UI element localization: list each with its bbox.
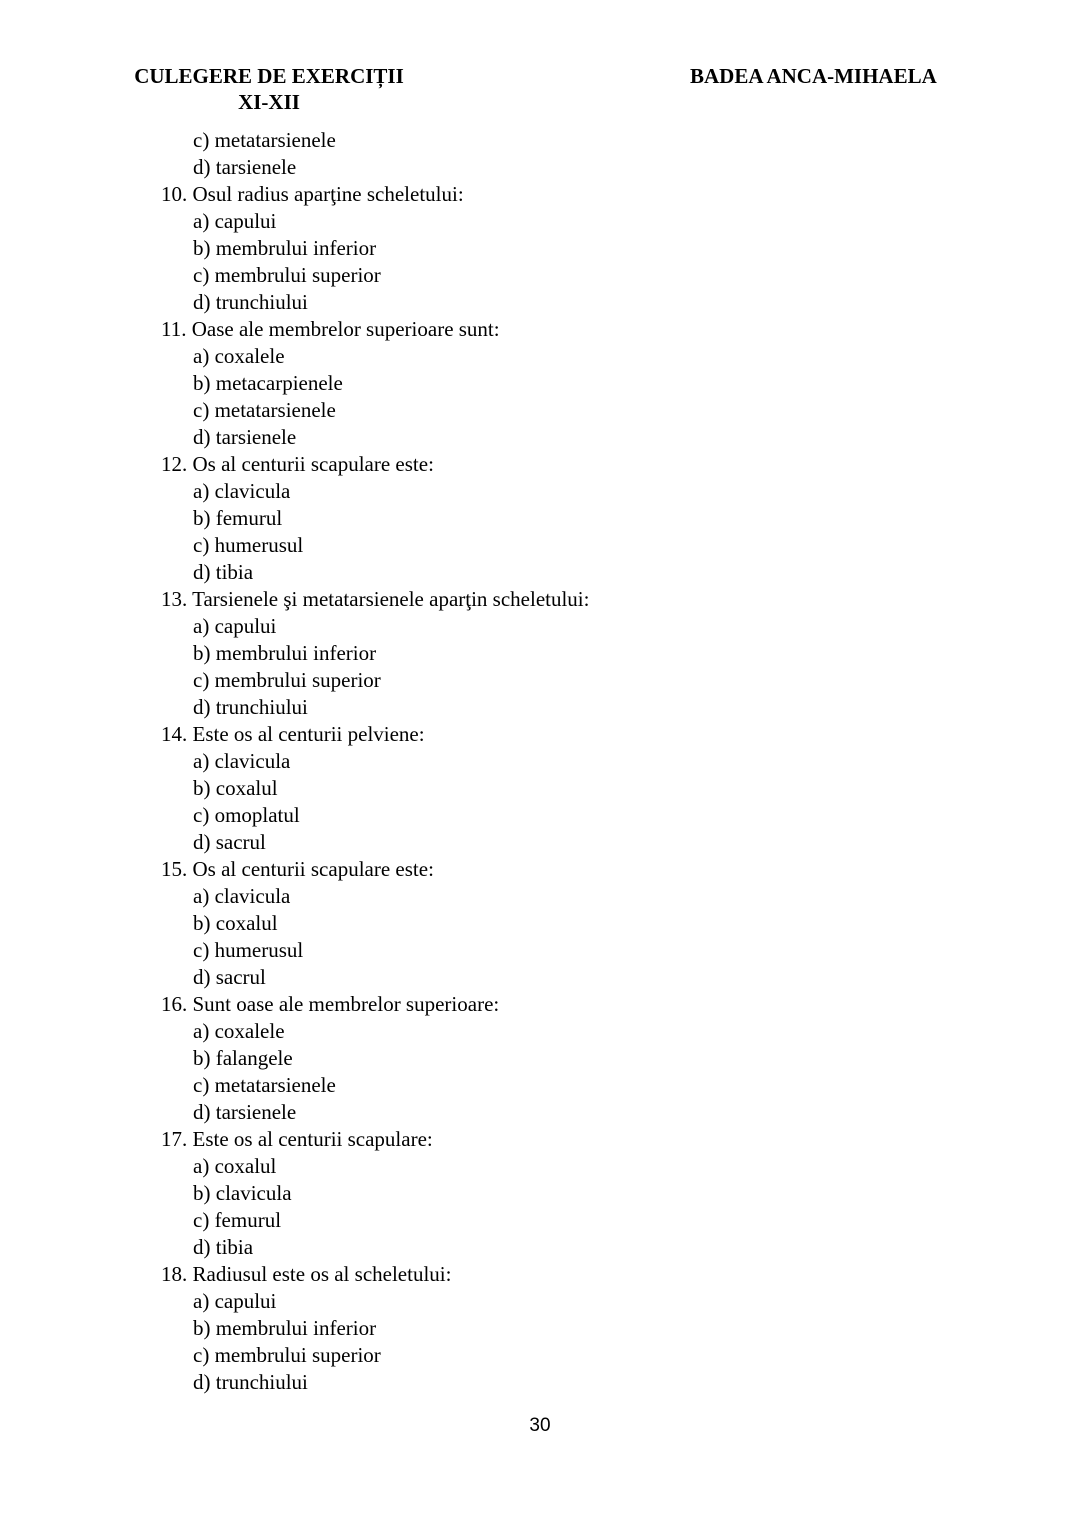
option: a) clavicula (193, 479, 291, 503)
option: b) falangele (193, 1046, 293, 1070)
header-title-line-2: XI-XII (238, 90, 300, 114)
question-17: 17. Este os al centurii scapulare: (161, 1127, 433, 1151)
option: b) membrului inferior (193, 641, 377, 665)
option: a) coxalele (193, 1019, 285, 1043)
option: b) membrului inferior (193, 236, 377, 260)
option: c) humerusul (193, 533, 304, 557)
question-12: 12. Os al centurii scapulare este: (161, 452, 434, 476)
option: c) femurul (193, 1208, 282, 1232)
option: b) coxalul (193, 911, 278, 935)
option: a) clavicula (193, 749, 291, 773)
continuation-option: d) tarsienele (193, 155, 297, 179)
option: c) omoplatul (193, 803, 300, 827)
question-11: 11. Oase ale membrelor superioare sunt: (161, 317, 500, 341)
option: b) coxalul (193, 776, 278, 800)
option: d) tarsienele (193, 425, 297, 449)
question-14: 14. Este os al centurii pelviene: (161, 722, 425, 746)
option: b) femurul (193, 506, 283, 530)
option: d) tibia (193, 1235, 254, 1259)
option: d) sacrul (193, 830, 266, 854)
option: d) trunchiului (193, 290, 308, 314)
option: a) clavicula (193, 884, 291, 908)
option: c) metatarsienele (193, 398, 336, 422)
option: d) sacrul (193, 965, 266, 989)
option: c) humerusul (193, 938, 304, 962)
continuation-option: c) metatarsienele (193, 128, 336, 152)
option: a) capului (193, 614, 277, 638)
question-16: 16. Sunt oase ale membrelor superioare: (161, 992, 500, 1016)
header-book-title (128, 63, 410, 115)
question-15: 15. Os al centurii scapulare este: (161, 857, 434, 881)
option: c) membrului superior (193, 668, 381, 692)
header-title-line-1: CULEGERE DE EXERCIȚII (134, 64, 404, 88)
option: c) membrului superior (193, 1343, 381, 1367)
option: a) capului (193, 1289, 277, 1313)
option: a) capului (193, 209, 277, 233)
question-18: 18. Radiusul este os al scheletului: (161, 1262, 452, 1286)
option: a) coxalele (193, 344, 285, 368)
option: d) trunchiului (193, 1370, 308, 1394)
question-13: 13. Tarsienele şi metatarsienele aparţin scheletului: (161, 587, 590, 611)
option: b) membrului inferior (193, 1316, 377, 1340)
option: b) clavicula (193, 1181, 292, 1205)
option: d) tarsienele (193, 1100, 297, 1124)
page-number: 30 (529, 1415, 551, 1436)
option: b) metacarpienele (193, 371, 343, 395)
option: d) trunchiului (193, 695, 308, 719)
option: c) metatarsienele (193, 1073, 336, 1097)
question-10: 10. Osul radius aparţine scheletului: (161, 182, 464, 206)
exercise-list (0, 127, 1080, 1396)
option: c) membrului superior (193, 263, 381, 287)
header-author: BADEA ANCA-MIHAELA (690, 64, 937, 88)
option: d) tibia (193, 560, 254, 584)
option: a) coxalul (193, 1154, 277, 1178)
